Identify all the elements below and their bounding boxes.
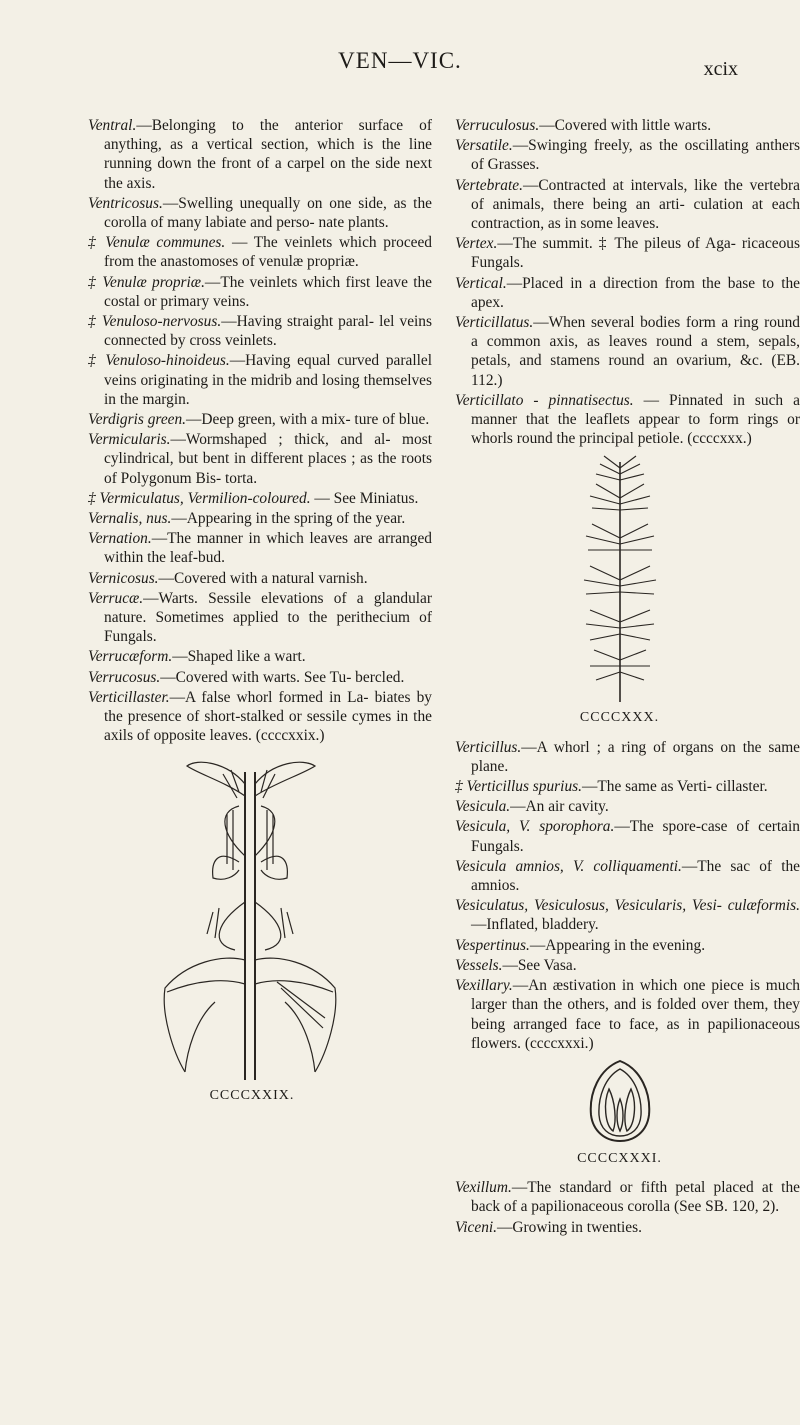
entry-term: Vexillary. [455,977,513,995]
glossary-entry [455,274,800,312]
entry-definition: —The same as Verti- cillaster. [581,778,768,796]
glossary-entry [88,509,432,528]
entry-term: ‡ Verticillus spurius. [455,778,582,796]
figure-vexillary [439,1059,800,1168]
entry-term: Viceni. [455,1218,498,1236]
glossary-entry [88,668,432,687]
right-entries-middle [455,738,800,1053]
entry-term: Vespertinus. [455,936,530,954]
entry-definition: —The sac of the amnios. [471,857,800,895]
entry-term: Verrucæform. [88,648,173,666]
glossary-entry [88,589,432,647]
entry-term: Verticillus. [455,738,522,756]
entry-term: Vesicula. [455,798,511,816]
glossary-entry [455,738,800,776]
entry-term: ‡ Venulæ propriæ. [88,273,205,291]
entry-term: Vexillum. [455,1179,512,1197]
glossary-entry [455,313,800,390]
entry-definition: —Covered with warts. See Tu- bercled. [160,668,405,686]
entry-term: Verticillato - pinnatisectus. [455,391,634,409]
entry-definition: —Growing in twenties. [497,1218,642,1236]
entry-definition: —Having straight paral- lel veins connected by cross veinlets. [104,313,432,350]
entry-definition: —See Vasa. [502,956,577,974]
glossary-entry [455,857,800,895]
verticillaster-illustration [127,752,377,1080]
glossary-entry [455,956,800,975]
entry-definition: — See Miniatus. [310,489,419,507]
entry-definition: —An air cavity. [510,798,609,816]
glossary-entry [88,116,432,193]
right-column [455,116,800,1238]
right-entries-bottom [455,1178,800,1237]
glossary-entry [455,777,800,796]
glossary-entry [88,410,432,429]
entry-term: Vertical. [455,274,507,292]
entry-definition: —When several bodies form a ring round a common axis, as leaves round a stem, sepals, petals, and stamens round an ovarium, &c. (EB. 112.) [471,314,800,389]
page-number: xcix [703,58,738,80]
entry-definition: —Shaped like a wart. [172,648,306,666]
left-entries [88,116,432,746]
figure-caption-ccccxxix: CCCCXXIX. [209,1087,295,1103]
entry-definition: —Covered with little warts. [539,117,712,134]
entry-term: Vesiculatus, Vesiculosus, Vesicularis, Vesi- culæformis. [455,897,800,915]
glossary-entry [88,273,432,311]
entry-term: Vertebrate. [455,176,523,194]
entry-definition: —Belonging to the anterior surface of anything, as a vertical section, which is the line running down the front of a carpel on the side next the axis. [104,117,432,192]
glossary-entry [455,1178,800,1216]
entry-definition: —The standard or fifth petal placed at the back of a papilionaceous corolla (See SB. 120, 2). [471,1179,800,1216]
entry-definition: —Contracted at intervals, like the vertebra of animals, there being an arti- culation at each contraction, as in some leaves. [471,176,800,233]
glossary-entry [455,234,800,272]
entry-definition: —Appearing in the spring of the year. [171,510,406,528]
entry-definition: —Warts. Sessile elevations of a glandular nature. Sometimes applied to the perithecium of Fungals. [104,589,432,646]
glossary-entry [455,136,800,174]
glossary-entry [88,569,432,588]
entry-term: Verruculosus. [455,117,540,134]
entry-definition: — The veinlets which proceed from the anastomoses of venulæ propriæ. [104,234,433,271]
entry-definition: —Deep green, with a mix- ture of blue. [186,411,430,429]
entry-term: Vesicula, V. sporophora. [455,818,615,836]
figure-verticillato-pinnatisectus [439,454,800,727]
glossary-entry [455,896,800,934]
entry-term: ‡ Venuloso-nervosus. [88,313,222,331]
glossary-entry [455,936,800,955]
entry-definition: —A false whorl formed in La- biates by the presence of short-stalked or sessile cymes in the axils of opposite leaves. (ccccxxix.) [104,688,432,745]
glossary-entry [88,688,432,746]
entry-term: Vessels. [455,956,503,974]
entry-term: Vernalis, nus. [88,510,172,528]
running-head: VEN—VIC. [338,48,462,73]
entry-term: Vernation. [88,530,152,548]
glossary-entry [455,176,800,234]
entry-term: Versatile. [455,137,513,155]
figure-caption-ccccxxx: CCCCXXX. [579,710,660,726]
vexillary-aestivation-illustration [585,1059,655,1143]
entry-definition: —Swinging freely, as the oscillating anthers of Grasses. [471,137,800,174]
entry-definition: —Placed in a direction from the base to the apex. [471,274,800,311]
figure-verticillaster [72,752,432,1105]
entry-definition: —Swelling unequally on one side, as the corolla of many labiate and perso- nate plants. [104,194,432,232]
entry-term: ‡ Venulæ communes. [88,234,226,252]
glossary-entry [455,976,800,1053]
whorled-leaf-illustration [560,454,680,702]
entry-definition: —The summit. ‡ The pileus of Aga- ricaceous Fungals. [471,235,800,272]
glossary-entry [88,233,432,271]
entry-definition: —Inflated, bladdery. [471,916,599,934]
glossary-entry [88,529,432,567]
glossary-entry [455,797,800,816]
entry-term: Vernicosus. [88,569,159,587]
entry-term: ‡ Venuloso-hinoideus. [88,352,230,370]
right-entries-top [455,116,800,448]
entry-term: Vermicularis. [88,431,171,449]
left-column [88,116,432,1115]
entry-definition: — Pinnated in such a manner that the leaflets appear to form rings or whorls round the principal petiole. (ccccxxx.) [471,391,800,448]
entry-term: Verrucosus. [88,668,161,686]
entry-definition: —Appearing in the evening. [529,936,706,954]
glossary-entry [88,312,432,350]
entry-term: Vertex. [455,235,498,253]
entry-term: Verticillaster. [88,688,170,706]
entry-term: Vesicula amnios, V. colliquamenti. [455,857,682,875]
glossary-entry [455,116,800,135]
glossary-entry [455,391,800,449]
entry-definition: —The spore-case of certain Fungals. [471,818,800,855]
entry-definition: —A whorl ; a ring of organs on the same plane. [471,738,800,775]
entry-definition: —The veinlets which first leave the costal or primary veins. [104,273,432,310]
entry-definition: —Covered with a natural varnish. [158,569,368,587]
entry-term: ‡ Vermiculatus, Vermilion-coloured. [88,489,311,507]
glossary-entry [88,647,432,666]
entry-definition: —The manner in which leaves are arranged within the leaf-bud. [104,530,432,567]
glossary-entry [88,430,432,488]
entry-term: Verticillatus. [455,314,534,332]
entry-definition: —Having equal curved parallel veins originating in the midrib and losing themselves in the margin. [104,352,433,408]
entry-term: Verdigris green. [88,411,187,429]
glossary-entry [88,489,432,508]
figure-caption-ccccxxxi: CCCCXXXI. [577,1150,662,1166]
glossary-entry [88,351,432,409]
entry-term: Verrucæ. [88,589,144,607]
glossary-entry [455,817,800,855]
entry-term: Ventral. [88,117,137,134]
entry-term: Ventricosus. [88,194,163,212]
entry-definition: —Wormshaped ; thick, and al- most cylindrical, but bent in different places ; as the roots of Polygonum Bis- torta. [104,431,432,487]
entry-definition: —An æstivation in which one piece is much larger than the others, and is folded over them, they being arranged face to face, as in papilionaceous flowers. (ccccxxxi.) [471,977,800,1052]
page-header [0,48,800,88]
glossary-entry [455,1218,800,1237]
glossary-entry [88,194,432,232]
